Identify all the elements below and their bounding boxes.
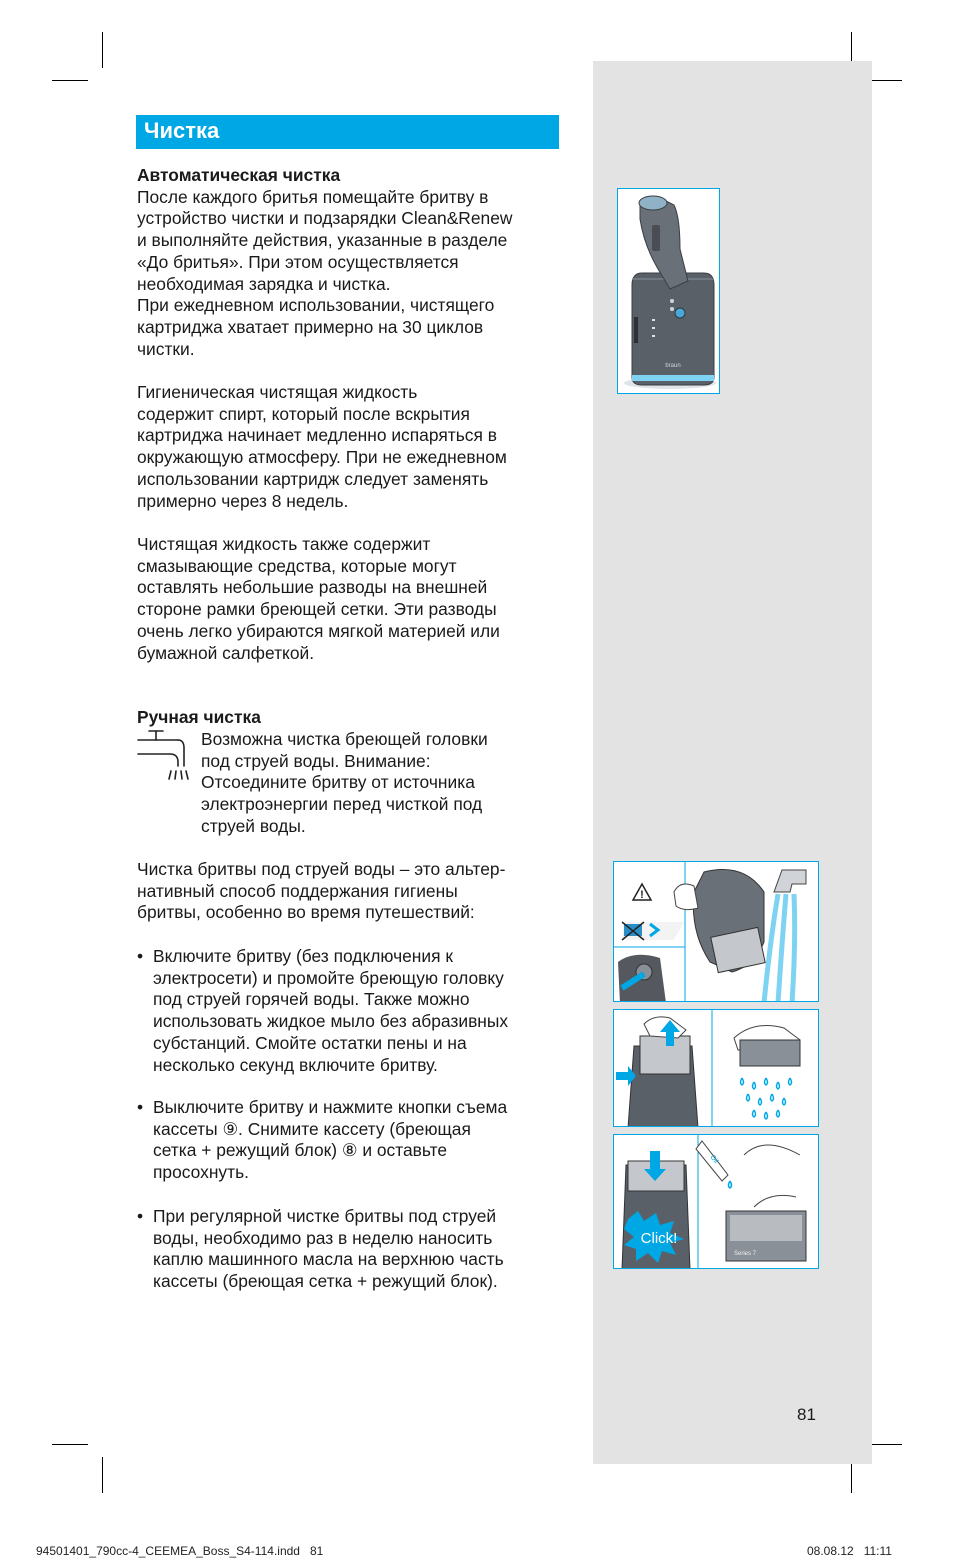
remove-cassette-figure [613, 1009, 819, 1127]
text-line: и выполняйте действия, указанные в разделе [137, 230, 508, 251]
text-line: несколько секунд включите бритву. [153, 1054, 438, 1075]
text-line: необходимая зарядка и чистка. [137, 273, 391, 294]
text-line: очень легко убираются мягкой материей или [137, 620, 500, 641]
alcohol-paragraph [137, 382, 577, 512]
text-line: субстанций. Смойте остатки пены и на [153, 1032, 467, 1053]
text-line: картриджа хватает примерно на 30 циклов [137, 316, 484, 337]
auto-cleaning-block [137, 165, 577, 360]
warning-mark: ! [640, 889, 644, 901]
text-line: При регулярной чистке бритвы под струей [153, 1206, 497, 1226]
text-line: окружающую атмосферу. При не ежедневном [137, 447, 507, 468]
text-line: Гигиеническая чистящая жидкость [137, 382, 418, 402]
text-line: Включите бритву (без подключения к [153, 946, 453, 966]
text-line: сетка + режущий блок) ⑧ и оставьте [153, 1140, 448, 1161]
crop-mark [102, 32, 103, 68]
footer-file: 94501401_790cc-4_CEEMEA_Boss_S4-114.indd 81 [36, 1544, 324, 1558]
text-line: использовании картридж следует заменять [137, 468, 489, 489]
text-line: использовать жидкое мыло без абразивных [153, 1011, 509, 1032]
text-line: Отсоедините бритву от источника [201, 772, 475, 793]
text-line: Чистящая жидкость также содержит [137, 534, 431, 554]
text-line: Выключите бритву и нажмите кнопки съема [153, 1097, 508, 1117]
shaver-label: Series 7 [734, 1251, 757, 1257]
manual-intro [137, 859, 577, 924]
section-title: Чистка [144, 118, 220, 143]
text-line: бумажной салфеткой. [137, 642, 315, 663]
rinse-illustration [614, 862, 819, 1002]
text-line: стороне рамки бреющей сетки. Эти разводы [137, 599, 497, 620]
text-line: картриджа начинает медленно испаряться в [137, 425, 497, 446]
crop-mark [52, 1444, 88, 1445]
text-line: смазывающие средства, которые могут [137, 555, 457, 576]
text-line: воды, необходимо раз в неделю наносить [153, 1227, 493, 1248]
rinse-figure [613, 861, 819, 1002]
oil-cassette-figure [613, 1134, 819, 1269]
text-line: устройство чистки и подзарядки Clean&Renew [137, 208, 513, 229]
oil-label: Oil [708, 1153, 720, 1165]
page-number: 81 [797, 1405, 816, 1424]
section-title-bar [136, 115, 559, 149]
text-line: просохнуть. [153, 1162, 249, 1183]
text-line: под струей воды. Внимание: [201, 750, 431, 771]
manual-cleaning-heading: Ручная чистка [137, 707, 261, 727]
text-line: примерно через 8 недель. [137, 490, 349, 511]
text-line: нативный способ поддержания гигиены [137, 880, 458, 901]
text-line: После каждого бритья помещайте бритву в [137, 186, 489, 207]
text-line: «До бритья». При этом осуществляется [137, 251, 459, 272]
text-line: оставлять небольшие разводы на внешней [137, 577, 488, 598]
text-line: бритвы, особенно во время путешествий: [137, 902, 475, 923]
text-line: электросети) и промойте бреющую головку [153, 967, 504, 988]
clean-renew-station-figure [617, 188, 720, 394]
text-line: кассеты (бреющая сетка + режущий блок). [153, 1271, 498, 1292]
bullet-item-rinse [153, 946, 573, 1076]
text-line: струей воды. [201, 815, 306, 836]
faucet-icon [134, 728, 196, 782]
text-line: Возможна чистка бреющей головки [201, 729, 488, 749]
bullet-mark: • [137, 1097, 144, 1117]
bullet-item-remove-cassette [153, 1097, 573, 1184]
text-line: под струей горячей воды. Также можно [153, 989, 470, 1010]
bullet-mark: • [137, 1206, 144, 1226]
bullet-item-oil [153, 1206, 573, 1293]
bullet-mark: • [137, 946, 144, 966]
click-label: Click! [640, 1230, 678, 1247]
crop-mark [102, 1457, 103, 1493]
text-line: При ежедневном использовании, чистящего [137, 295, 495, 316]
oil-cassette-illustration [614, 1135, 819, 1269]
text-line: кассеты ⑨. Снимите кассету (бреющая [153, 1118, 471, 1139]
text-line: Чистка бритвы под струей воды – это альтер- [137, 859, 506, 879]
text-line: электроэнергии перед чисткой под [201, 794, 483, 815]
auto-cleaning-heading: Автоматическая чистка [137, 165, 341, 185]
text-line: содержит спирт, который после вскрытия [137, 403, 470, 424]
crop-mark [52, 80, 88, 81]
text-line: чистки. [137, 338, 195, 359]
lubricant-paragraph [137, 534, 577, 664]
remove-cassette-illustration [614, 1010, 819, 1127]
water-note [201, 729, 581, 838]
clean-station-illustration [618, 189, 720, 394]
station-logo: braun [665, 363, 681, 369]
text-line: каплю машинного масла на верхнюю часть [153, 1249, 504, 1270]
footer-date: 08.08.12 11:11 [807, 1544, 892, 1558]
